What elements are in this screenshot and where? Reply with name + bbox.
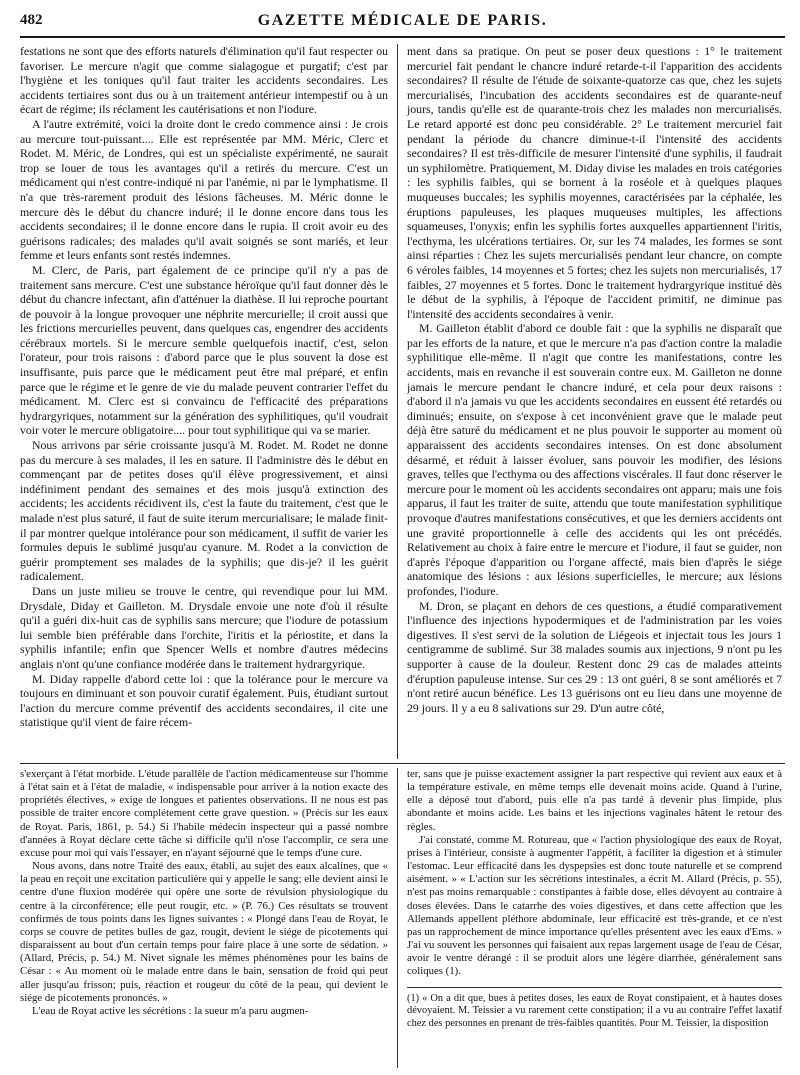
paragraph: M. Diday rappelle d'abord cette loi : que la tolérance pour le mercure va toujours en diminuant et son pouvoir curatif également. Puis, étudiant surtout l'action du mercure comme préventif des accidents secondaires, il cite une statistique qu'il vient de faire récem- xyxy=(20,671,388,730)
paragraph: festations ne sont que des efforts naturels d'élimination qu'il faut respecter ou favoriser. Le mercure n'agit que comme sialagogue et purgatif; c'est par l'hygiène et les toniques qu'il faut traiter les accidents secondaires. Les accidents tertiaires sont dus ou à un traitement antérieur intempestif ou à un écart de régime; ils réclament les cautérisations et non l'iodure. xyxy=(20,44,388,117)
paragraph: L'eau de Royat active les sécrétions : la sueur m'a paru augmen- xyxy=(32,1004,309,1017)
paragraph: M. Clerc, de Paris, part également de ce principe qu'il n'y a pas de traitement sans mercure. C'est une substance héroïque qu'il faut donner dès le début du chancre infectant, afin d'atténuer la diathèse. Il lui reproche pourtant de pouvoir à la longue provoquer une néphrite mercurielle; il croit aussi que les frictions mercurielles peuvent, dans quelques cas, engendrer des accidents cérébraux mortels. Si le mercure semble quelquefois inactif, c'est, selon l'orateur, pour trois raisons : d'abord parce que le plus souvent la dose est insuffisante, puis parce que le médicament peut être mal préparé, et enfin parce que le régime et le genre de vie du malade peuvent contrarier l'effet du médicament. M. Clerc est si convaincu de l'efficacité des préparations hydrargyriques, notamment sur la génération des syphilitiques, qu'il voudrait voir voter le mercure obligatoire.... pour tout syphilitique qui va se marier. xyxy=(20,262,388,438)
paragraph: Dans un juste milieu se trouve le centre, qui revendique pour lui MM. Drysdale, Diday et Gailleton. M. Drysdale envoie une note d'où il résulte qu'il a guéri dix-huit cas de syphilis sans mercure; que l'iodure de potassium lui semble bien préférable dans l'orchite, l'iritis et la périostite, et dans la syphilis infantile; enfin que Spencer Wells et nombre d'autres médecins anglais n'ont qu'une confiance modérée dans le traitement hydrargyrique. xyxy=(20,583,388,671)
page-header xyxy=(20,8,785,38)
paragraph: Nous avons, dans notre Traité des eaux, établi, au sujet des eaux alcalines, que « la peau en reçoit une excitation particulière qui y appelle le sang; elle devient ainsi le centre d'une fluxion modérée qui opère une sorte de révulsion physiologique du centre à la circonférence; elle peut rougir, etc. » (P. 76.) Ces résultats se trouvent confirmés de tous points dans les lignes suivantes : « Plongé dans l'eau de Royat, le corps se couvre de petites bulles de gaz, rougit, devient le siége de picotements qui disparaissent au bout d'un certain temps pour faire place à une sorte de sédation. » (Allard, Précis, p. 54.) M. Nivet signale les mêmes phénomènes pour les bains de César : « Au moment où le malade entre dans le bain, sensation de froid qui peut aller jusqu'au frisson; puis, réaction et rougeur du côté de la peau, qui devient le siége de picotements prononcés. » xyxy=(20,860,388,1004)
column-divider xyxy=(397,44,398,759)
footnote-text: (1) « On a dit que, bues à petites doses, les eaux de Royat constipaient, et à hautes doses dévoyaient. M. Teissier a vu rarement cette constipation; il a vu au contraire l'effet laxatif chez des personnes en prenant de très-faibles quantités. Pour M. Teissier, la disposition xyxy=(407,992,782,1029)
paragraph: ment dans sa pratique. On peut se poser deux questions : 1° le traitement mercuriel fait pendant le chancre induré retarde-t-il l'apparition des accidents secondaires? Il résulte de l'étude de soixante-quatorze cas que, chez les sujets mercurialisés, l'incubation des accidents secondaires est de quarante-neuf jours, tandis qu'elle est de quarante-trois chez les malades non mercurialisés. Le retard apporté est donc peu considérable. 2° Le traitement mercuriel fait pendant la période du chancre diminue-t-il l'intensité des accidents secondaires? Il est très-difficile de mesurer l'intensité d'une syphilis, il faudrait un syphilomètre. Pratiquement, M. Diday divise les malades en trois catégories : les syphilis faibles, qui se bornent à la roséole et à quelques plaques muqueuses buccales; les syphilis moyennes, caractérisées par la céphalée, les éruptions papuleuses, les plaques muqueuses multiples, les affections squameuses, l'onyxis; enfin les syphilis fortes auxquelles appartiennent l'iritis, l'ecthyma, les ulcérations tertiaires. Or, sur les 74 malades, les formes se sont ainsi réparties : Chez les sujets mercurialisés pendant leur chancre, on compte 6 véroles faibles, 14 moyennes et 5 fortes; chez les sujets non mercurialisés, 17 faibles, 27 moyennes et 5 fortes. Donc le traitement hydrargyrique institué dès le début de la syphilis, à l'époque de l'accident primitif, ne diminue pas l'intensité des accidents secondaires à venir. xyxy=(407,44,782,321)
lower-right-column xyxy=(407,768,782,1068)
upper-right-column xyxy=(407,44,782,759)
paragraph: A l'autre extrémité, voici la droite dont le credo commence ainsi : Je crois au mercure tout-puissant.... Elle est représentée par MM. Méric, Clerc et Rodet. M. Méric, de Londres, qui est un spécialiste expérimenté, ne saurait trop se louer de tous les avantages qu'il a retirés du mercure. C'est un médicament qui n'est contre-indiqué ni par l'anémie, ni par le lymphatisme. Il n'a que très-rarement produit des lésions fâcheuses. M. Méric donne le mercure dès le début du chancre induré; il le donne encore dans tous les accidents secondaires; il le donne encore dans le rupia. Il croit avoir eu des guérisons radicales; des malades qu'il avait soignés se sont mariés, et leur femme et leurs enfants sont restés indemnes. xyxy=(20,116,388,263)
page-number: 482 xyxy=(20,12,43,28)
lower-left-column xyxy=(20,768,388,1068)
journal-title: GAZETTE MÉDICALE DE PARIS. xyxy=(257,12,548,29)
section-divider xyxy=(20,763,785,764)
upper-left-column xyxy=(20,44,388,759)
column-divider xyxy=(397,768,398,1068)
paragraph: ter, sans que je puisse exactement assigner la part respective qui revient aux eaux et à la température estivale, en même temps elle devenait moins acide. Quand à l'urine, elle a déposé tout d'abord, puis elle n'a pas tardé à devenir plus limpide, plus abondante et moins acide. Les bains et les injections vaginales hâtent le retour des règles. xyxy=(407,768,782,833)
footnote xyxy=(407,993,782,1031)
footnote-divider xyxy=(407,987,782,988)
paragraph: s'exerçant à l'état morbide. L'étude parallèle de l'action médicamenteuse sur l'homme à l'état sain et à l'état de maladie, « indispensable pour arriver à la notion exacte des propriétés électives, » exige de longues et patientes observations. Il ne nous est pas possible de traiter encore complétement cette grave question. » (Précis sur les eaux de Royat. Paris, 1861, p. 54.) Si l'habile médecin inspecteur qui a passé nombre d'années à Royat déclare cette tâche si difficile qu'il n'ose l'accomplir, ce sera une excuse pour moi qui vais l'essayer, en n'ayant séjourné que le temps d'une cure. xyxy=(20,768,388,859)
paragraph: J'ai constaté, comme M. Rotureau, que « l'action physiologique des eaux de Royat, prises à l'intérieur, consiste à augmenter l'appétit, à faciliter la digestion et à stimuler l'estomac. Leur efficacité dans les dyspepsies est donc toute naturelle et se comprend aisément. » « L'action sur les sécrétions intestinales, a écrit M. Allard (Précis, p. 55), n'est pas moins remarquable : constipantes à faible dose, elles dévoyent au contraire à doses élevées. Dans le catarrhe des voies digestives, et dans cette affection que les Allemands appellent pléthore abdominale, leur efficacité est très-grande, et ce n'est pas un rapprochement de mince importance qu'elles présentent avec les eaux d'Ems. » J'ai vu souvent les personnes qui faisaient aux repas largement usage de l'eau de César, avoir le ventre dérangé : il se produit alors une légère diarrhée, généralement sans coliques (1). xyxy=(407,833,782,978)
paragraph: Nous arrivons par série croissante jusqu'à M. Rodet. M. Rodet ne donne pas du mercure à ses malades, il les en sature. Il l'administre dès le début en commençant par de petites doses qu'il élève progressivement, et ainsi indéfiniment pendant des semaines et des mois jusqu'à extinction des accidents; les accidents récidivent ils, c'est la faute du traitement, c'est que le malade n'est plus saturé, il faut de suite iterum mercurialisare; le malade finit-il par montrer quelque intolérance pour son médicament, il suffit de varier les formules depuis le sublimé jusqu'au cyanure. M. Rodet a la conviction de guérir promptement ses malades de la syphilis; que dis-je? il les guérit radicalement. xyxy=(20,438,388,584)
paragraph: M. Dron, se plaçant en dehors de ces questions, a étudié comparativement l'influence des injections hypodermiques et de l'administration par les voies digestives. Il s'est servi de la solution de Liégeois et injectait tous les jours 1 centigramme de sublimé. Sur 38 malades soumis aux injections, 9 n'ont pu les supporter à cause de la douleur. Restent donc 29 cas de malades atteints d'éruption papuleuse intense. Sur ces 29 : 13 ont guéri, 8 se sont améliorés et 7 n'ont retiré aucun bénéfice. Les 13 guérisons ont eu lieu dans une moyenne de 29 jours. Il y a eu 8 salivations sur 29. D'un autre côté, xyxy=(407,598,782,715)
paragraph: M. Gailleton établit d'abord ce double fait : que la syphilis ne disparaît que par les efforts de la nature, et que le mercure n'a pas d'action contre la maladie syphilitique elle-même. Il n'agit que contre les manifestations, contre les accidents, mais en revanche il est souverain contre eux. M. Gailleton ne donne jamais le mercure pendant le chancre induré, et cela pour deux raisons : d'abord il n'a jamais vu que les accidents secondaires en eussent été retardés ou diminués; ensuite, on s'expose à cet inconvénient grave que le malade peut déjà être saturé du médicament et ne plus pouvoir le supporter au moment où apparaissent des accidents secondaires intenses. On est donc absolument désarmé, et réduit à laisser évoluer, sans pouvoir les modifier, des lésions graves, telles que l'ecthyma ou des affections viscérales. Il faut donc réserver le mercure pour le moment où les accidents secondaires ont apparu; mais une fois apparus, il faut les traiter de suite, attendu que toute manifestation syphilitique provoque d'autres manifestations consécutives, et que les derniers accidents ont une gravité proportionnelle à celle des accidents qui les ont précédés. Relativement au choix à faire entre le mercure et l'iodure, il faut se guider, non d'après l'époque d'apparition ou l'organe affecté, mais bien d'après le siége anatomique des lésions : aux lésions superficielles, le mercure; aux lésions profondes, l'iodure. xyxy=(407,321,782,598)
